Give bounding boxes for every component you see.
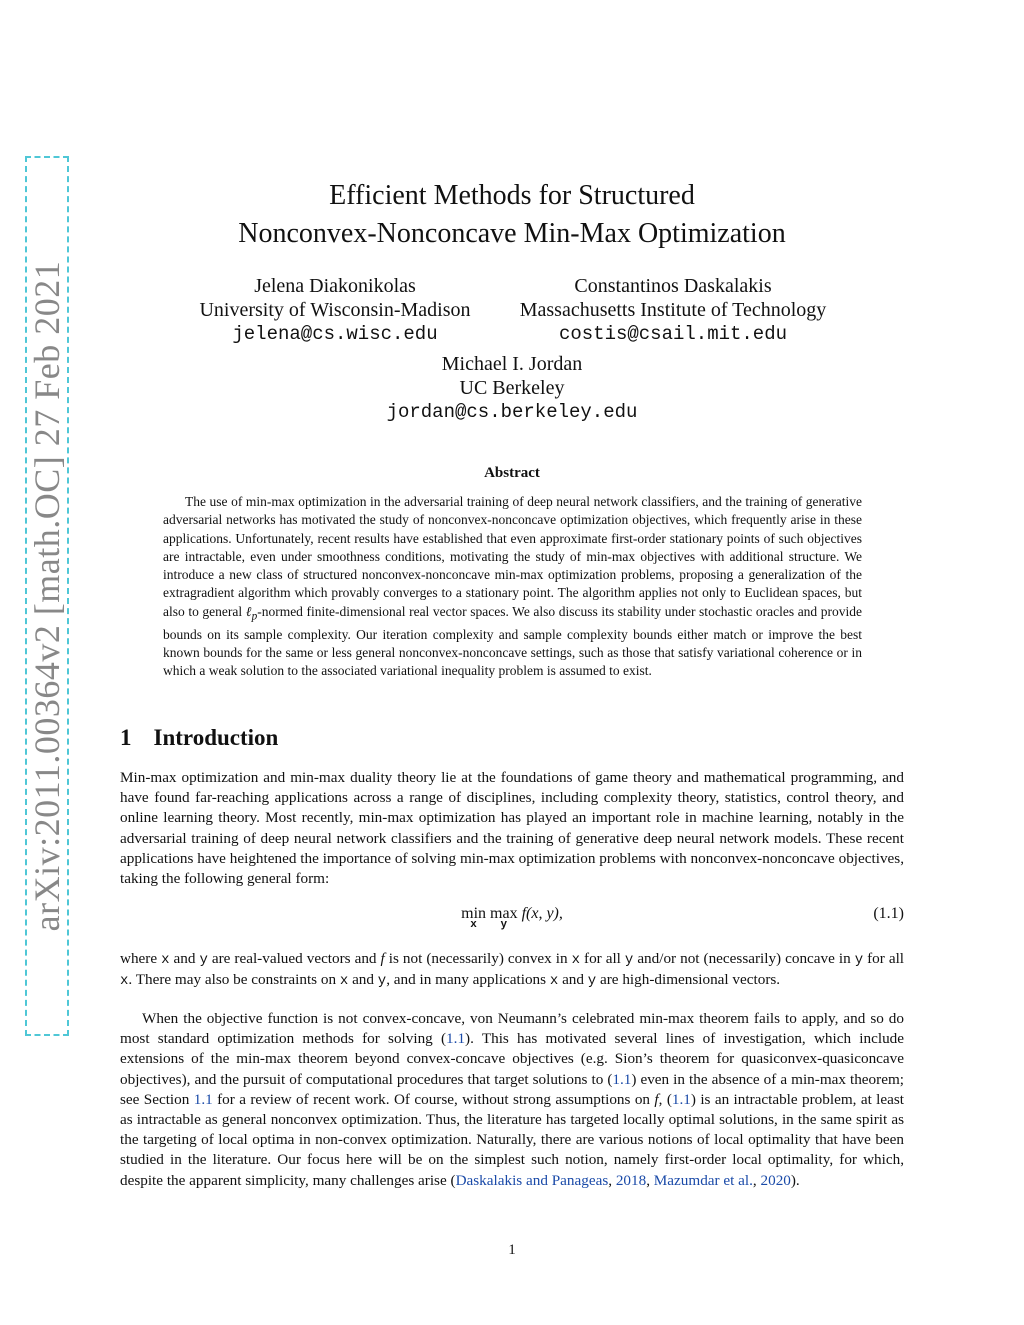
equation-expression: f(x, y),: [521, 905, 563, 922]
author-block-2: [508, 274, 838, 346]
author-email[interactable]: costis@csail.mit.edu: [558, 323, 788, 345]
abstract-text-part-a: The use of min-max optimization in the adversarial training of deep neural network classifiers, and the training of generative adversarial networks has motivated the study of nonconvex-nonconcave optimization objectives, which frequently arise in these applications. Unfortunately, recent results have established that even approximate first-order stationary points of such objectives are intractable, even under smoothness conditions, motivating the study of min-max objectives with additional structure. We introduce a new class of structured nonconvex-nonconcave min-max optimization problems, proposing a generalization of the extragradient algorithm which provably converges to a stationary point. The algorithm applies not only to Euclidean spaces, but also to general: [163, 494, 862, 619]
abstract-text: [163, 493, 862, 681]
paper-title-line-2: Nonconvex-Nonconcave Min-Max Optimization: [238, 218, 786, 249]
author-block-3: [340, 352, 684, 424]
section-number: 1: [120, 725, 132, 750]
author-email[interactable]: jelena@cs.wisc.edu: [232, 323, 438, 345]
paper-title-line-1: Efficient Methods for Structured: [329, 180, 695, 211]
intro-paragraph-3: When the objective function is not convex-concave, von Neumann’s celebrated min-max theorem fails to apply, and so do most standard optimization methods for solving (1.1). This has motivated several lines of investigation, which include extensions of the min-max theorem beyond convex-concave objectives (e.g. Sion’s theorem for quasiconvex-quasiconcave objectives), and the pursuit of computational procedures that target solutions to (1.1) even in the absence of a min-max theorem; see Section 1.1 for a review of recent work. Of course, without strong assumptions on f, (1.1) is an intractable problem, at least as intractable as general nonconvex optimization. Thus, the literature has targeted locally optimal solutions, in the same spirit as the targeting of local optima in non-convex optimization. Naturally, there are various notions of local optimality that have been studied in the literature. Our focus here will be on the simplest such notion, namely first-order local optimality, for which, despite the apparent simplicity, many challenges arise (Daskalakis and Panageas, 2018, Mazumdar et al., 2020).: [120, 1010, 905, 1189]
min-operator: min x: [461, 905, 487, 931]
lp-norm-symbol: ℓ$_p$: [245, 603, 258, 623]
section-heading-introduction: [120, 725, 278, 751]
equation-ref-link[interactable]: 1.1: [612, 1070, 632, 1088]
page-number: 1: [508, 1242, 516, 1258]
section-ref-link[interactable]: 1.1: [193, 1090, 213, 1108]
equation-body: [120, 905, 904, 931]
author-name: Michael I. Jordan: [441, 353, 583, 375]
author-block-1: [170, 274, 500, 346]
intro-paragraph-1: Min-max optimization and min-max duality theory lie at the foundations of game theory and mathematical programming, and have found far-reaching applications across a range of disciplines, including complexity theory, statistics, control theory, and online learning theory. Most recently, min-max optimization has played an important role in machine learning, notably in the adversarial training of deep neural network classifiers and the training of generative deep neural network models. These recent applications have heightened the importance of solving min-max optimization problems with nonconvex-nonconcave objectives, taking the following general form:: [120, 769, 904, 888]
citation-link-authors[interactable]: Daskalakis and Panageas: [455, 1171, 609, 1189]
equation-ref-link[interactable]: 1.1: [671, 1090, 691, 1108]
citation-link-year[interactable]: 2018: [615, 1171, 647, 1189]
equation-label: (1.1): [873, 905, 904, 922]
citation-link-year[interactable]: 2020: [760, 1171, 791, 1189]
section-title: Introduction: [153, 725, 279, 750]
author-name: Constantinos Daskalakis: [574, 275, 772, 297]
author-affiliation: University of Wisconsin-Madison: [199, 299, 471, 321]
author-name: Jelena Diakonikolas: [254, 275, 416, 297]
arxiv-identifier-stamp: arXiv:2011.00364v2 [math.OC] 27 Feb 2021: [25, 156, 69, 1036]
author-affiliation: Massachusetts Institute of Technology: [519, 299, 827, 321]
max-operator: max y: [490, 905, 518, 931]
equation-ref-link[interactable]: 1.1: [446, 1030, 466, 1048]
abstract-heading: Abstract: [484, 465, 540, 481]
citation-link-authors[interactable]: Mazumdar et al.: [653, 1171, 753, 1189]
author-affiliation: UC Berkeley: [459, 377, 565, 399]
equation-1-1: [120, 905, 904, 935]
intro-paragraph-2: where x and y are real-valued vectors and f is not (necessarily) convex in x for all y and/or not (necessarily) concave in y for all x. There may also be constraints on x and y, and in many applications x and y are high-dimensional vectors.: [120, 950, 905, 990]
author-email[interactable]: jordan@cs.berkeley.edu: [386, 401, 638, 423]
abstract-text-part-b: -normed finite-dimensional real vector spaces. We also discuss its stability under stochastic oracles and provide bounds on its sample complexity. Our iteration complexity and sample complexity bounds either match or improve the best known bounds for the same or less general nonconvex-nonconcave settings, such as those that satisfy variational coherence or in which a weak solution to the associated variational inequality problem is assumed to exist.: [163, 603, 863, 679]
